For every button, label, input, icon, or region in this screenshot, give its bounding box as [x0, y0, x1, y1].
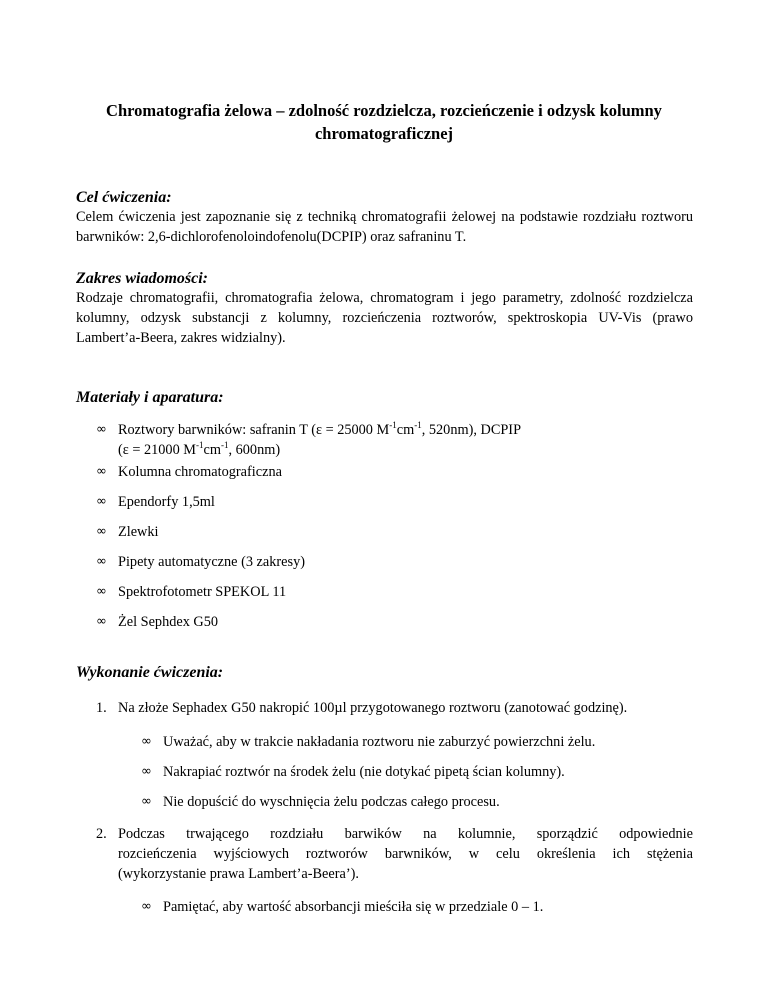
title-line-2: chromatograficznej — [314, 124, 454, 143]
step-text: Na złoże Sephadex G50 nakropić 100µl przygotowanego roztworu (zanotować godzinę). — [118, 700, 628, 716]
infinity-bullet-icon: ∞ — [96, 584, 107, 599]
paragraph-cel: Celem ćwiczenia jest zapoznanie się z techniką chromatografii żelowej na podstawie rozdziału roztworu barwników: 2,6-dichlorofenoloindofenolu(DCPIP) oraz safraninu T. — [76, 209, 693, 245]
list-item-roztwory: ∞ Roztwory barwników: safranin T (ε = 25000 $M^{-1}cm^{-1}$, 520nm), DCPIP (ε = 21000 $M^{-1}cm^{-1}$, 600nm) — [96, 420, 522, 458]
infinity-bullet-icon: ∞ — [96, 614, 107, 629]
infinity-bullet-icon: ∞ — [96, 422, 107, 437]
infinity-bullet-icon: ∞ — [141, 794, 152, 809]
heading-cel: Cel ćwiczenia: — [76, 189, 172, 206]
heading-zakres: Zakres wiadomości: — [76, 270, 208, 287]
infinity-bullet-icon: ∞ — [141, 899, 152, 914]
step-text: Podczas trwającego rozdziału barwików na kolumnie, sporządzić odpowiednie rozcieńczenia wyjściowych roztworów barwników, w celu określenia ich stężenia (wykorzystanie prawa Lambert’a-Beera’). — [118, 826, 693, 882]
heading-wykonanie: Wykonanie ćwiczenia: — [76, 664, 224, 681]
step-2 — [96, 824, 716, 886]
heading-materialy: Materiały i aparatura: — [76, 389, 224, 406]
step-number: 2. — [96, 826, 107, 842]
title-line-1: Chromatografia żelowa – zdolność rozdzielcza, rozcieńczenie i odzysk kolumny — [106, 101, 662, 120]
infinity-bullet-icon: ∞ — [96, 494, 107, 509]
infinity-bullet-icon: ∞ — [96, 464, 107, 479]
document-title — [60, 99, 708, 145]
infinity-bullet-icon: ∞ — [141, 764, 152, 779]
infinity-bullet-icon: ∞ — [96, 524, 107, 539]
infinity-bullet-icon: ∞ — [141, 734, 152, 749]
document-page: Chromatografia żelowa – zdolność rozdzielcza, rozcieńczenie i odzysk kolumny chromatograficznej Cel ćwiczenia: Celem ćwiczenia jest zapoznanie się z techniką chromatografii żelowej na podstawie rozdziału roztworu barwników: 2,6-dichlorofenoloindofenolu(DCPIP) oraz safraninu T. Zakres wiadomości: Rodzaje chromatografii, chromatografia żelowa, chromatogram i jego parametry, zdolność rozdzielcza kolumny, odzysk substancji z kolumny, rozcieńczenia roztworów, spektroskopia UV-Vis (prawo Lambert’a-Beera, zakres widzialny). Materiały i aparatura: ∞ Roztwory barwników: safranin T (ε = 25000 $M^{-1}cm^{-1}$, 520nm), DCPIP (ε = 21000 $M^{-1}cm^{-1}$, 600nm) ∞ Kolumna chromatograficzna ∞ Ependorfy 1,5ml ∞ Zlewki ∞ Pipety automatyczne (3 zakresy) ∞ Spektrofotometr SPEKOL 11 ∞ Żel Sephdex G50 Wykonanie ćwiczenia: 1. Na złoże Sephadex G50 nakropić 100µl przygotowanego roztworu (zanotować godzinę). ∞ Uważać, aby w trakcie nakładania roztworu nie zaburzyć powierzchni żelu. ∞ Nakrapiać roztwór na środek żelu (nie dotykać pipetą ścian kolumny). ∞ Nie dopuścić do wyschnięcia żelu podczas całego procesu. 2. Podczas trwającego rozdziału barwików na kolumnie, sporządzić odpowiednie rozcieńczenia wyjściowych roztworów barwników, w celu określenia ich stężenia (wykorzystanie prawa Lambert’a-Beera’). ∞ Pamiętać, aby wartość absorbancji mieściła się w przedziale 0 – 1. — [0, 0, 768, 994]
step-number: 1. — [96, 700, 107, 716]
infinity-bullet-icon: ∞ — [96, 554, 107, 569]
paragraph-zakres: Rodzaje chromatografii, chromatografia żelowa, chromatogram i jego parametry, zdolność rozdzielcza kolumny, odzysk substancji z kolumny, rozcieńczenia roztworów, spektroskopia UV-Vis (prawo Lambert’a-Beera, zakres widzialny). — [76, 290, 693, 346]
